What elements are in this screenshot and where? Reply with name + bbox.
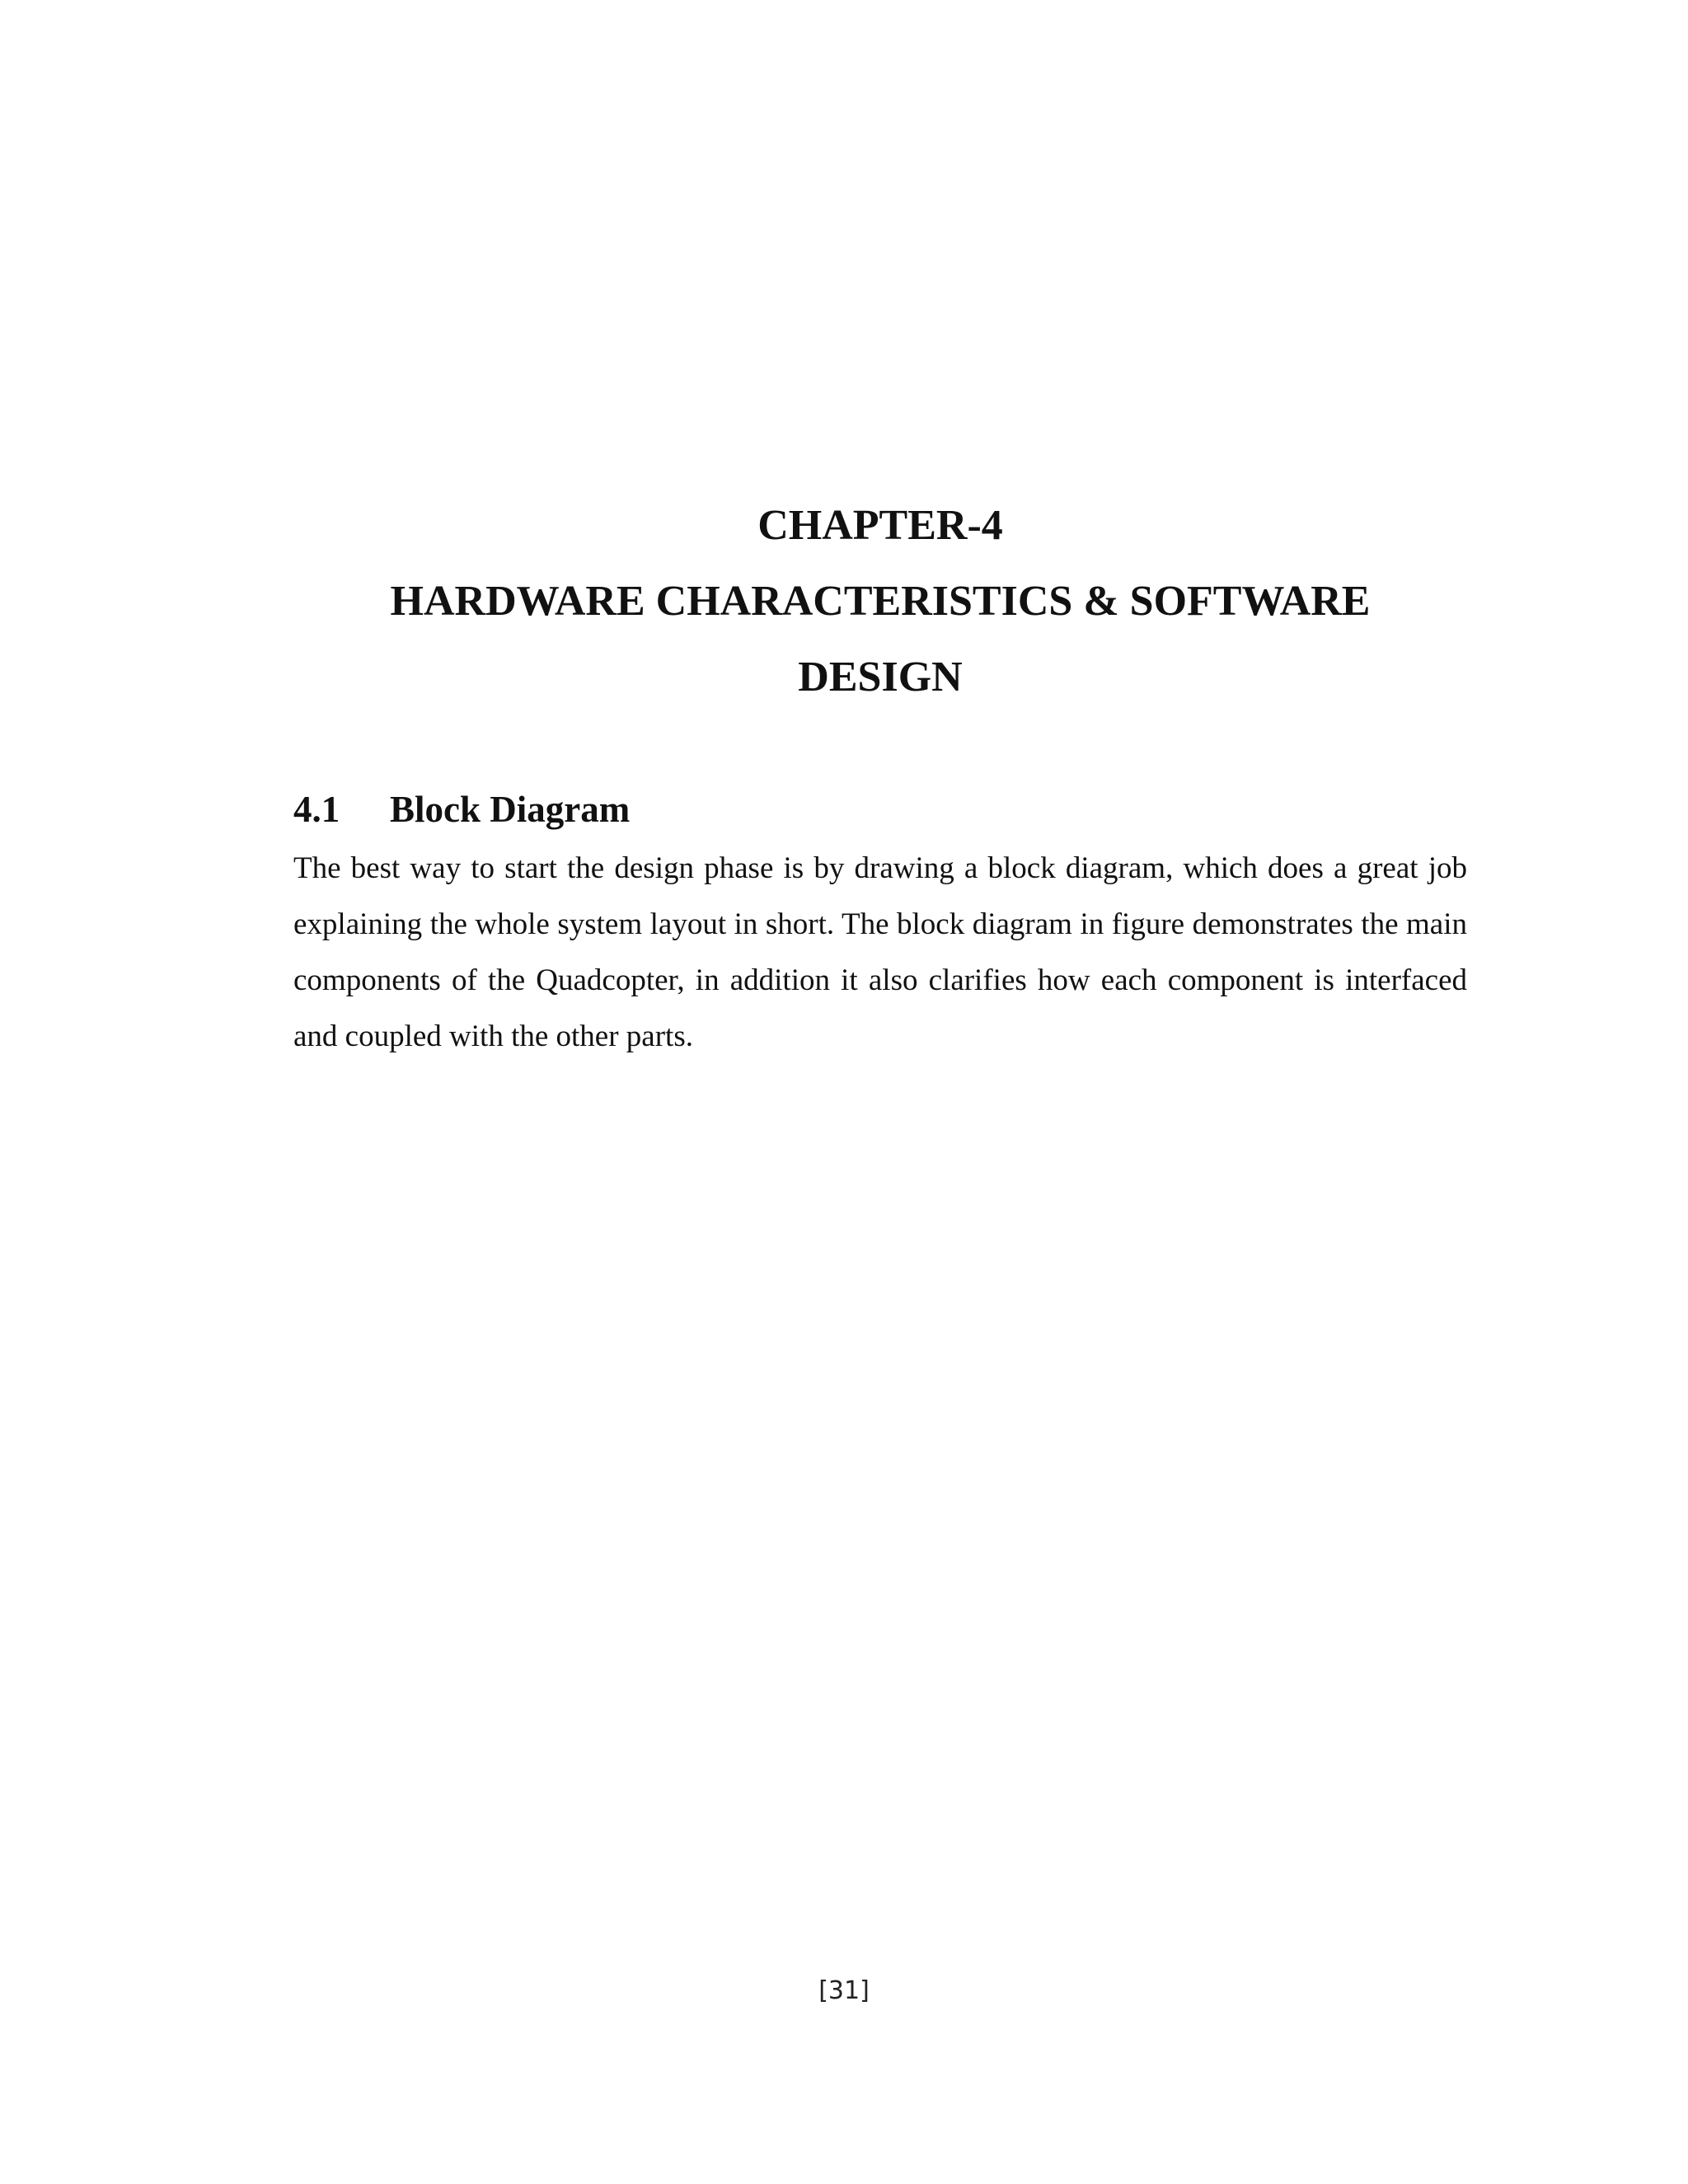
section-number: 4.1 [293,789,340,830]
section-heading [293,783,1467,836]
chapter-title [293,564,1467,715]
chapter-title-line-1: HARDWARE CHARACTERISTICS & SOFTWARE [390,578,1371,625]
section-4-1 [293,783,1467,1065]
chapter-label: CHAPTER-4 [757,502,1003,549]
chapter-header [293,488,1467,715]
page-number: [31] [818,1976,870,2005]
section-paragraph: The best way to start the design phase is by drawing a block diagram, which does a great job explaining the whole system layout in short. The block diagram in figure demonstrates the main components of the Quadcopter, in addition it also clarifies how each component is interfaced and coupled with the other parts. [293,851,1467,1053]
section-title: Block Diagram [390,789,631,830]
chapter-title-line-2: DESIGN [798,654,963,701]
